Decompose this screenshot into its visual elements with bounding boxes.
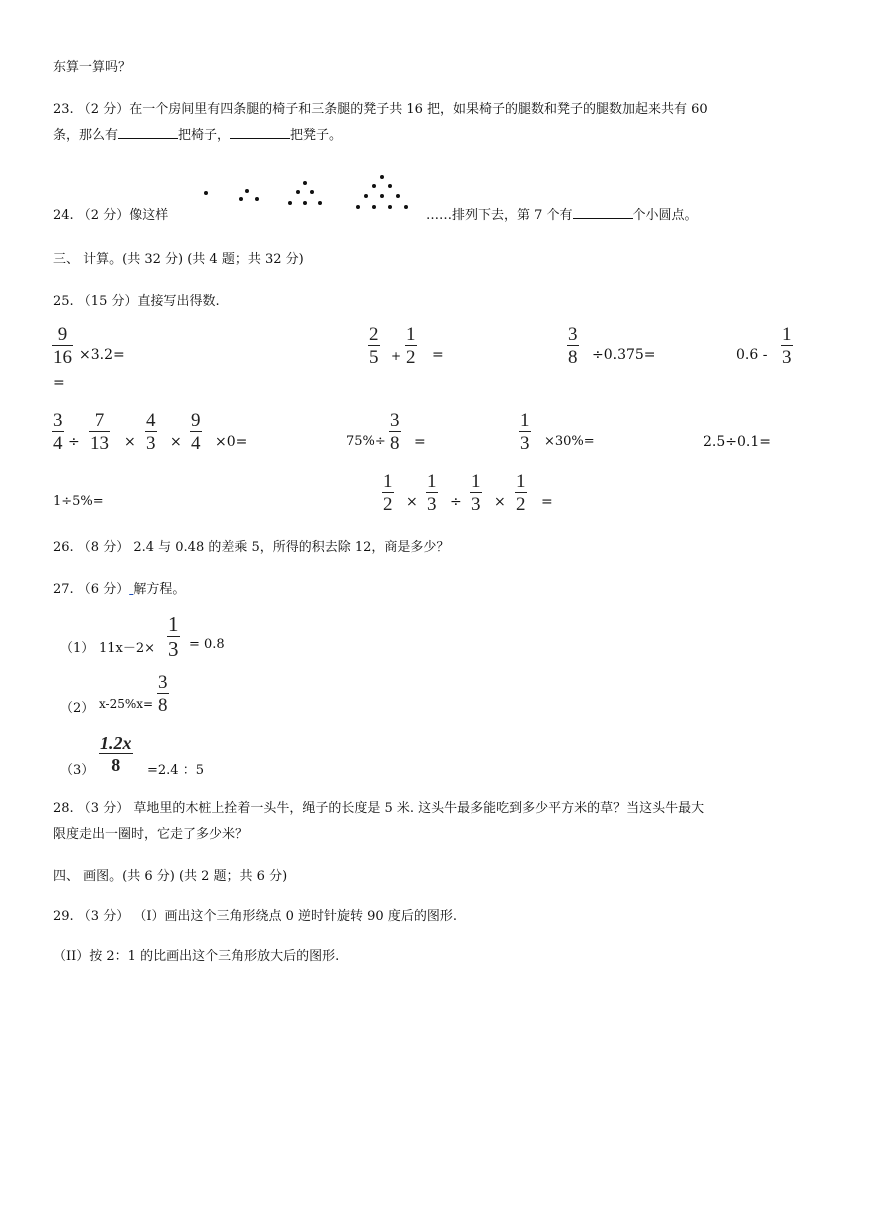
section-3-heading: 三、 计算。(共 32 分) (共 4 题；共 32 分) <box>53 252 304 267</box>
dot <box>255 197 259 201</box>
dot <box>204 191 208 195</box>
fraction: 9 16 <box>53 324 72 368</box>
expr-equals: = <box>414 434 426 450</box>
q24-text-b: 个小圆点。 <box>632 208 698 223</box>
dot <box>388 184 392 188</box>
equation-3-rhs: =2.4 ：5 <box>147 763 204 778</box>
fraction: 1 2 <box>383 471 393 515</box>
fraction: 1 2 <box>406 324 416 368</box>
expr-operator: × <box>494 494 506 510</box>
dot <box>380 194 384 198</box>
q23-text-a: 条，那么有 <box>53 128 119 143</box>
question-23-line1: 23. （2 分）在一个房间里有四条腿的椅子和三条腿的凳子共 16 把，如果椅子的腿数和凳子的腿数加起来共有 60 <box>53 102 708 117</box>
equation-3-label: （3） <box>60 763 95 778</box>
question-24-suffix <box>426 204 698 223</box>
expr-operator: ÷ <box>450 494 462 510</box>
answer-blank-stools[interactable] <box>230 125 290 139</box>
dot <box>288 201 292 205</box>
expr-operator: × <box>124 434 136 450</box>
fraction: 1 3 <box>471 471 481 515</box>
dot <box>303 201 307 205</box>
expr-text: ×0= <box>215 434 248 450</box>
dot <box>372 184 376 188</box>
equation-1-label: （1） <box>60 641 95 656</box>
dot <box>296 190 300 194</box>
q24-text-a: ……排列下去，第 7 个有 <box>426 208 573 223</box>
dot <box>303 181 307 185</box>
question-27-title <box>53 578 185 597</box>
fraction: 1 3 <box>782 324 792 368</box>
dot <box>388 205 392 209</box>
expr-equals: = <box>432 347 444 363</box>
fraction: 2 5 <box>369 324 379 368</box>
question-28-line2: 限度走出一圈时，它走了多少米？ <box>53 827 249 842</box>
fraction: 3 8 <box>390 410 400 454</box>
equation-1-rhs: = 0.8 <box>189 637 225 652</box>
fraction: 3 4 <box>53 410 63 454</box>
equation-2-label: （2） <box>60 701 95 716</box>
expr-text: 1÷5%= <box>53 494 104 509</box>
fraction: 9 4 <box>191 410 201 454</box>
continuation-text: 东算一算吗？ <box>53 60 132 75</box>
expr-text: ×3.2= <box>79 347 125 363</box>
equation-1-text: 11x－2× <box>99 641 156 656</box>
answer-blank-dots[interactable] <box>573 205 633 219</box>
dot <box>364 194 368 198</box>
expr-text: 0.6 - <box>736 347 768 363</box>
fraction: 4 3 <box>146 410 156 454</box>
dot <box>396 194 400 198</box>
expr-text: 2.5÷0.1= <box>703 434 771 450</box>
dot <box>310 190 314 194</box>
equation-2-text: x-25%x= <box>99 697 154 711</box>
question-25-title: 25. （15 分）直接写出得数. <box>53 294 220 309</box>
expr-operator: + <box>391 349 402 363</box>
dot <box>318 201 322 205</box>
dot <box>404 205 408 209</box>
q27-label: 27. （6 分） <box>53 582 130 597</box>
dot <box>372 205 376 209</box>
expr-text: ÷0.375= <box>592 347 656 363</box>
question-26: 26. （8 分） 2.4 与 0.48 的差乘 5，所得的积去除 12，商是多少？ <box>53 540 450 555</box>
q23-text-b: 把椅子， <box>178 128 231 143</box>
fraction: 1 3 <box>520 410 530 454</box>
q23-text-c: 把凳子。 <box>290 128 343 143</box>
fraction: 3 8 <box>158 672 168 716</box>
question-23-line2 <box>53 124 342 143</box>
fraction: 1 3 <box>427 471 437 515</box>
question-29-line2: （II）按 2：1 的比画出这个三角形放大后的图形. <box>53 949 340 964</box>
expr-operator: × <box>170 434 182 450</box>
fraction: 1 2 <box>516 471 526 515</box>
expr-operator: ÷ <box>68 434 80 450</box>
dot <box>239 197 243 201</box>
question-28-line1: 28. （3 分） 草地里的木桩上拴着一头牛，绳子的长度是 5 米. 这头牛最多能吃到多少平方米的草？当这头牛最大 <box>53 801 705 816</box>
expr-equals: = <box>53 375 65 391</box>
question-29-line1: 29. （3 分） （I）画出这个三角形绕点 0 逆时针旋转 90 度后的图形. <box>53 909 457 924</box>
q27-text: 解方程。 <box>133 582 186 597</box>
expr-text: 75%÷ <box>346 434 386 449</box>
dot <box>356 205 360 209</box>
dot <box>245 189 249 193</box>
expr-equals: = <box>541 494 553 510</box>
dot <box>380 175 384 179</box>
section-4-heading: 四、 画图。(共 6 分) (共 2 题；共 6 分) <box>53 869 288 884</box>
fraction: 3 8 <box>568 324 578 368</box>
expr-operator: × <box>406 494 418 510</box>
question-24-prefix: 24. （2 分）像这样 <box>53 208 169 223</box>
fraction: 1.2x 8 <box>100 733 132 775</box>
expr-text: ×30%= <box>544 434 595 449</box>
fraction: 7 13 <box>90 410 109 454</box>
answer-blank-chairs[interactable] <box>118 125 178 139</box>
fraction: 1 3 <box>168 612 179 661</box>
